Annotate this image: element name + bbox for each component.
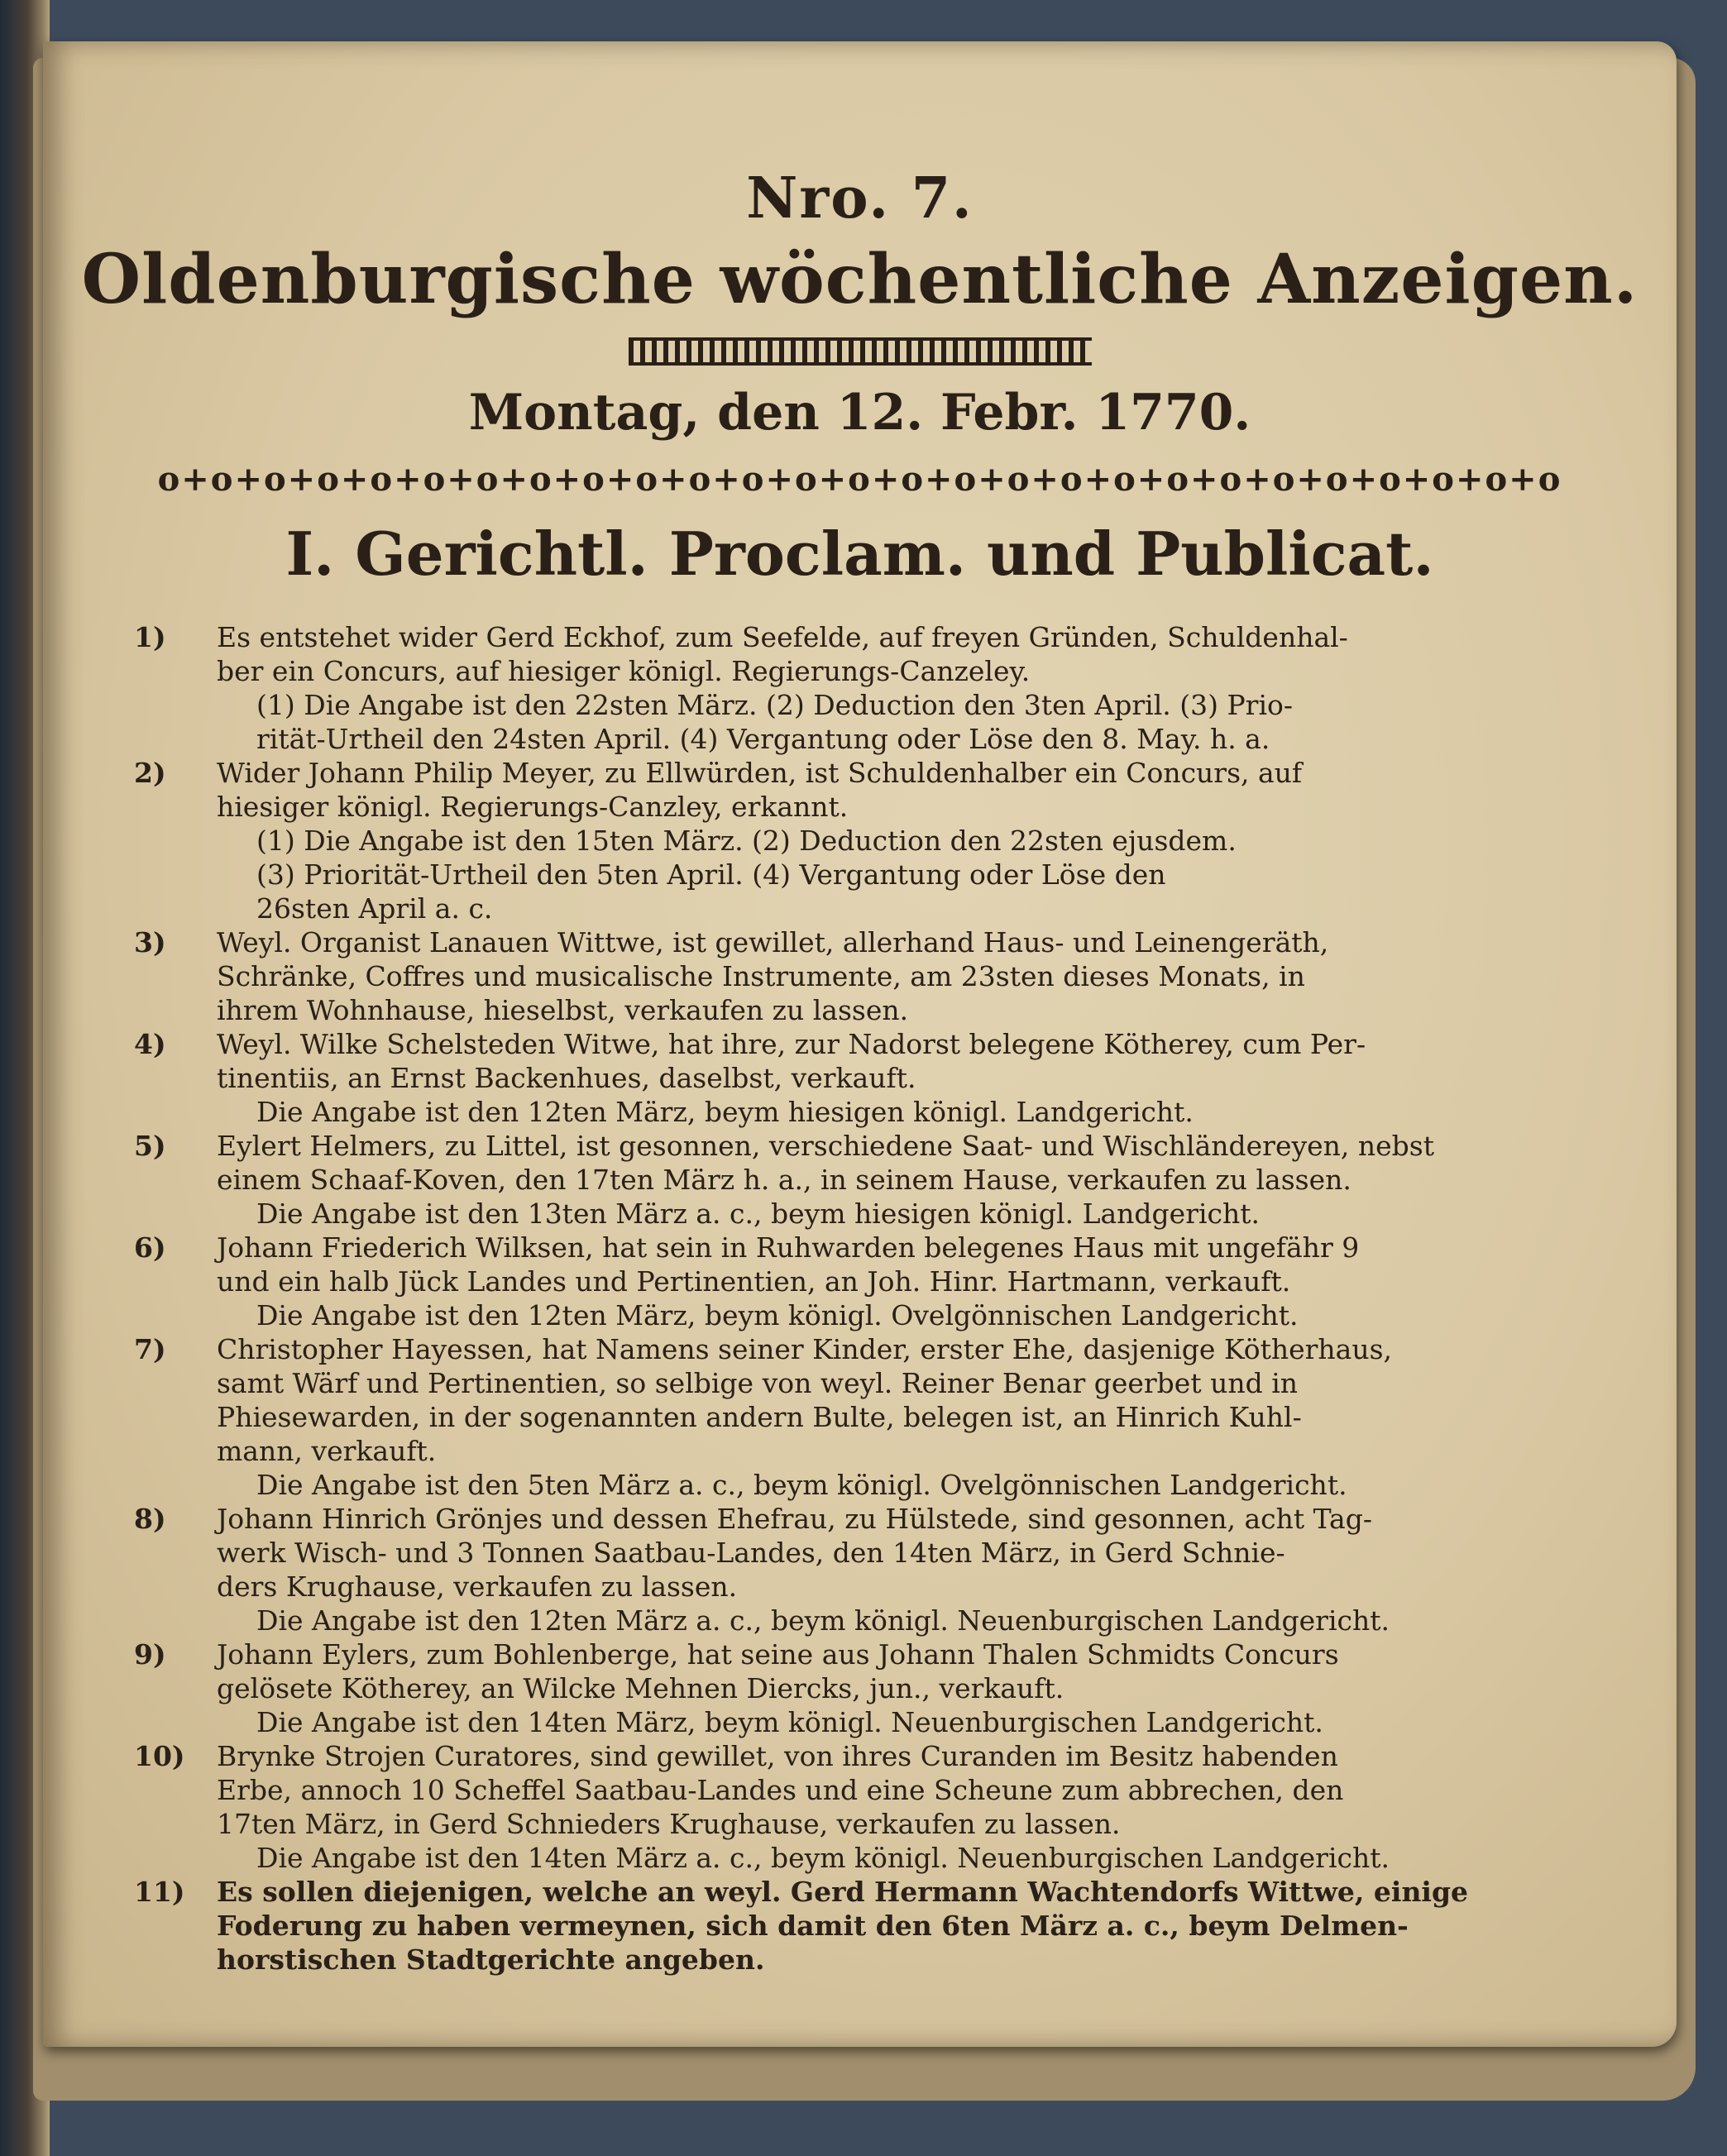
entry-text-line: 17ten März, in Gerd Schnieders Krughause, verkaufen zu lassen.: [217, 1808, 1121, 1840]
entry-text-line: Phiesewarden, in der sogenannten andern Bulte, belegen ist, an Hinrich Kuhl-: [217, 1401, 1302, 1433]
entry-number: 6): [134, 1231, 166, 1264]
announcement-entry: [134, 925, 1598, 1027]
entry-detail-line: Die Angabe ist den 14ten März, beym königl. Neuenburgischen Landgericht.: [256, 1706, 1323, 1738]
entry-detail-line: Die Angabe ist den 5ten März a. c., beym königl. Ovelgönnischen Landgericht.: [256, 1469, 1347, 1501]
entry-detail-line: 26sten April a. c.: [256, 892, 493, 925]
entry-text-line: Johann Hinrich Grönjes und dessen Ehefrau, zu Hülstede, sind gesonnen, acht Tag-: [217, 1503, 1373, 1535]
entry-text-line: ihrem Wohnhause, hieselbst, verkaufen zu lassen.: [217, 994, 909, 1026]
entry-detail-line: (1) Die Angabe ist den 22sten März. (2) Deduction den 3ten April. (3) Prio-: [256, 689, 1294, 721]
entry-text-line: Eylert Helmers, zu Littel, ist gesonnen, verschiedene Saat- und Wischländereyen, nebst: [217, 1130, 1434, 1162]
entry-detail-line: Die Angabe ist den 13ten März a. c., beym hiesigen königl. Landgericht.: [256, 1198, 1261, 1230]
entry-detail-line: Die Angabe ist den 14ten März a. c., beym königl. Neuenburgischen Landgericht.: [256, 1842, 1390, 1874]
entry-detail-line: Die Angabe ist den 12ten März a. c., beym königl. Neuenburgischen Landgericht.: [256, 1604, 1390, 1637]
entry-text-line: Foderung zu haben vermeynen, sich damit den 6ten März a. c., beym Delmen-: [217, 1910, 1409, 1942]
entry-number: 8): [134, 1503, 166, 1535]
entry-detail-line: Die Angabe ist den 12ten März, beym hiesigen königl. Landgericht.: [256, 1096, 1194, 1128]
entry-text-line: Weyl. Organist Lanauen Wittwe, ist gewillet, allerhand Haus- und Leinengeräth,: [217, 926, 1329, 958]
entry-number: 4): [134, 1028, 166, 1060]
entry-text-line: gelösete Kötherey, an Wilcke Mehnen Diercks, jun., verkauft.: [217, 1672, 1064, 1704]
entry-number: 3): [134, 926, 166, 958]
announcement-entry: [134, 1637, 1598, 1739]
entry-text-line: Brynke Strojen Curatores, sind gewillet, von ihres Curanden im Besitz habenden: [217, 1740, 1338, 1772]
entry-text-line: und ein halb Jück Landes und Pertinentien, an Joh. Hinr. Hartmann, verkauft.: [217, 1265, 1291, 1298]
entry-text-line: Wider Johann Philip Meyer, zu Ellwürden, ist Schuldenhalber ein Concurs, auf: [217, 757, 1303, 789]
announcement-entry: [134, 1231, 1598, 1332]
section-heading: I. Gerichtl. Proclam. und Publicat.: [285, 519, 1434, 589]
announcement-entry: [134, 1739, 1598, 1875]
issue-date: Montag, den 12. Febr. 1770.: [468, 384, 1251, 442]
entry-text-line: ber ein Concurs, auf hiesiger königl. Regierungs-Canzeley.: [217, 655, 1031, 687]
announcement-entry: [134, 1027, 1598, 1129]
entry-text-line: Es entstehet wider Gerd Eckhof, zum Seefelde, auf freyen Gründen, Schuldenhal-: [217, 621, 1348, 653]
entry-number: 1): [134, 621, 166, 653]
newspaper-page: [43, 41, 1677, 2047]
issue-number: Nro. 7.: [746, 165, 974, 232]
entry-detail-line: (1) Die Angabe ist den 15ten März. (2) Deduction den 22sten ejusdem.: [256, 825, 1237, 857]
entry-number: 9): [134, 1638, 166, 1671]
entry-text-line: horstischen Stadtgerichte angeben.: [217, 1943, 765, 1976]
entry-text-line: Christopher Hayessen, hat Namens seiner Kinder, erster Ehe, dasjenige Kötherhaus,: [217, 1333, 1393, 1365]
entry-detail-line: (3) Priorität-Urtheil den 5ten April. (4) Vergantung oder Löse den: [256, 858, 1166, 891]
announcement-entry: [134, 756, 1598, 925]
entry-text-line: Johann Friederich Wilksen, hat sein in Ruhwarden belegenes Haus mit ungefähr 9: [217, 1231, 1360, 1264]
announcement-entry: [134, 1332, 1598, 1502]
entry-number: 11): [134, 1876, 185, 1908]
entry-text-line: Weyl. Wilke Schelsteden Witwe, hat ihre, zur Nadorst belegene Kötherey, cum Per-: [217, 1028, 1366, 1060]
newspaper-title: Oldenburgische wöchentliche Anzeigen.: [81, 240, 1638, 319]
entry-text-line: Es sollen diejenigen, welche an weyl. Gerd Hermann Wachtendorfs Wittwe, einige: [217, 1876, 1469, 1908]
entry-text-line: ders Krughause, verkaufen zu lassen.: [217, 1570, 738, 1603]
entry-text-line: Erbe, annoch 10 Scheffel Saatbau-Landes und eine Scheune zum abbrechen, den: [217, 1774, 1344, 1806]
entry-number: 10): [134, 1740, 185, 1772]
entry-number: 7): [134, 1333, 166, 1365]
announcement-list: [134, 620, 1598, 1977]
announcement-entry: [134, 620, 1598, 756]
entry-text-line: tinentiis, an Ernst Backenhues, daselbst, verkauft.: [217, 1062, 916, 1094]
decorative-rule: [629, 337, 1092, 366]
masthead: [43, 165, 1677, 589]
entry-number: 5): [134, 1130, 166, 1162]
entry-detail-line: Die Angabe ist den 12ten März, beym königl. Ovelgönnischen Landgericht.: [256, 1299, 1299, 1331]
entry-text-line: werk Wisch- und 3 Tonnen Saatbau-Landes, den 14ten März, in Gerd Schnie-: [217, 1537, 1285, 1569]
entry-text-line: mann, verkauft.: [217, 1435, 437, 1467]
entry-number: 2): [134, 757, 166, 789]
entry-text-line: Schränke, Coffres und musicalische Instrumente, am 23sten dieses Monats, in: [217, 960, 1305, 992]
ornament-border: o+o+o+o+o+o+o+o+o+o+o+o+o+o+o+o+o+o+o+o+o+o+o+o+o+o+o: [157, 460, 1562, 499]
entry-text-line: samt Wärf und Pertinentien, so selbige von weyl. Reiner Benar geerbet und in: [217, 1367, 1299, 1399]
announcement-entry: [134, 1502, 1598, 1637]
entry-text-line: einem Schaaf-Koven, den 17ten März h. a., in seinem Hause, verkaufen zu lassen.: [217, 1164, 1351, 1196]
entry-text-line: hiesiger königl. Regierungs-Canzley, erkannt.: [217, 791, 849, 823]
announcement-entry: [134, 1129, 1598, 1231]
entry-text-line: Johann Eylers, zum Bohlenberge, hat seine aus Johann Thalen Schmidts Concurs: [217, 1638, 1339, 1671]
entry-detail-line: rität-Urtheil den 24sten April. (4) Vergantung oder Löse den 8. May. h. a.: [256, 723, 1270, 755]
announcement-entry: [134, 1875, 1598, 1977]
